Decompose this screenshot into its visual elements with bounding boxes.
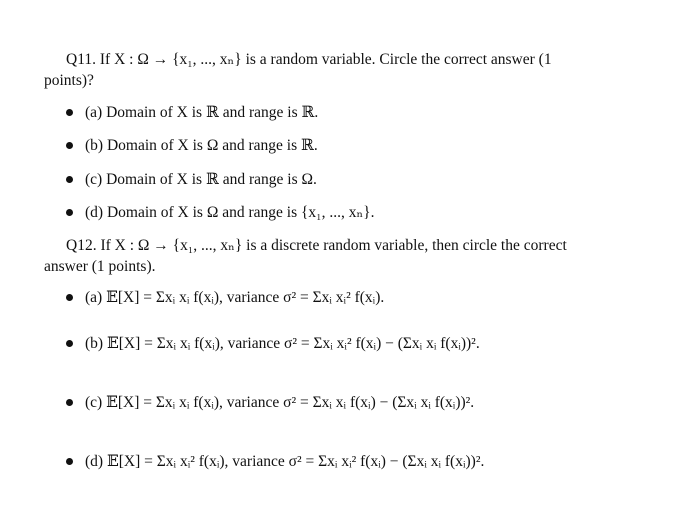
- bullet-icon: [66, 458, 73, 465]
- q12-option-d-text: 𝔼[X] = Σxᵢ xᵢ² f(xᵢ), variance σ² = Σxᵢ xᵢ² f(xᵢ) − (Σxᵢ xᵢ f(xᵢ))².: [106, 453, 485, 470]
- bullet-icon: [66, 176, 73, 183]
- q11-option-d-label: (d): [85, 203, 104, 221]
- q12-option-b: [66, 334, 480, 353]
- q11-option-a-text: Domain of X is ℝ and range is ℝ.: [106, 104, 319, 121]
- q12-number: Q12.: [66, 237, 97, 254]
- bullet-icon: [66, 399, 73, 406]
- bullet-icon: [66, 142, 73, 149]
- q11-option-d-text: Domain of X is Ω and range is {x₁, ..., xₙ}.: [106, 204, 375, 221]
- bullet-icon: [66, 340, 73, 347]
- q12-option-a: [66, 288, 384, 307]
- q12-option-c-label: (c): [85, 393, 103, 411]
- q11-prompt-line2: points)?: [44, 72, 94, 89]
- q11-option-c-text: Domain of X is ℝ and range is Ω.: [106, 171, 317, 188]
- q11-option-d: [66, 203, 374, 222]
- q11-number: Q11.: [66, 51, 96, 68]
- q11-option-a: [66, 103, 318, 122]
- q11-option-b-text: Domain of X is Ω and range is ℝ.: [106, 137, 318, 154]
- q11-prompt-text: If X : Ω → {x₁, ..., xₙ} is a random variable. Circle the correct answer (1: [99, 51, 552, 68]
- q12-option-b-text: 𝔼[X] = Σxᵢ xᵢ f(xᵢ), variance σ² = Σxᵢ xᵢ² f(xᵢ) − (Σxᵢ xᵢ f(xᵢ))².: [106, 335, 480, 352]
- q11-prompt-line1: [66, 49, 664, 70]
- q12-option-a-label: (a): [85, 288, 103, 306]
- q12-option-d-label: (d): [85, 452, 104, 470]
- q11-option-b: [66, 136, 318, 155]
- bullet-icon: [66, 294, 73, 301]
- bullet-icon: [66, 209, 73, 216]
- q12-option-c: [66, 393, 474, 412]
- q11-option-b-label: (b): [85, 136, 104, 154]
- q12-prompt-line2: answer (1 points).: [44, 258, 156, 275]
- q12-option-c-text: 𝔼[X] = Σxᵢ xᵢ f(xᵢ), variance σ² = Σxᵢ xᵢ f(xᵢ) − (Σxᵢ xᵢ f(xᵢ))².: [106, 394, 475, 411]
- q11-prompt: [44, 49, 664, 91]
- q12-prompt-line1: [66, 235, 664, 256]
- q12-prompt-text: If X : Ω → {x₁, ..., xₙ} is a discrete random variable, then circle the correct: [100, 237, 567, 254]
- q12-prompt: [44, 235, 664, 277]
- q11-option-c: [66, 170, 317, 189]
- q12-option-a-text: 𝔼[X] = Σxᵢ xᵢ f(xᵢ), variance σ² = Σxᵢ xᵢ² f(xᵢ).: [106, 289, 385, 306]
- q12-option-b-label: (b): [85, 334, 104, 352]
- q11-option-a-label: (a): [85, 103, 103, 121]
- q12-option-d: [66, 452, 484, 471]
- q11-option-c-label: (c): [85, 170, 103, 188]
- bullet-icon: [66, 109, 73, 116]
